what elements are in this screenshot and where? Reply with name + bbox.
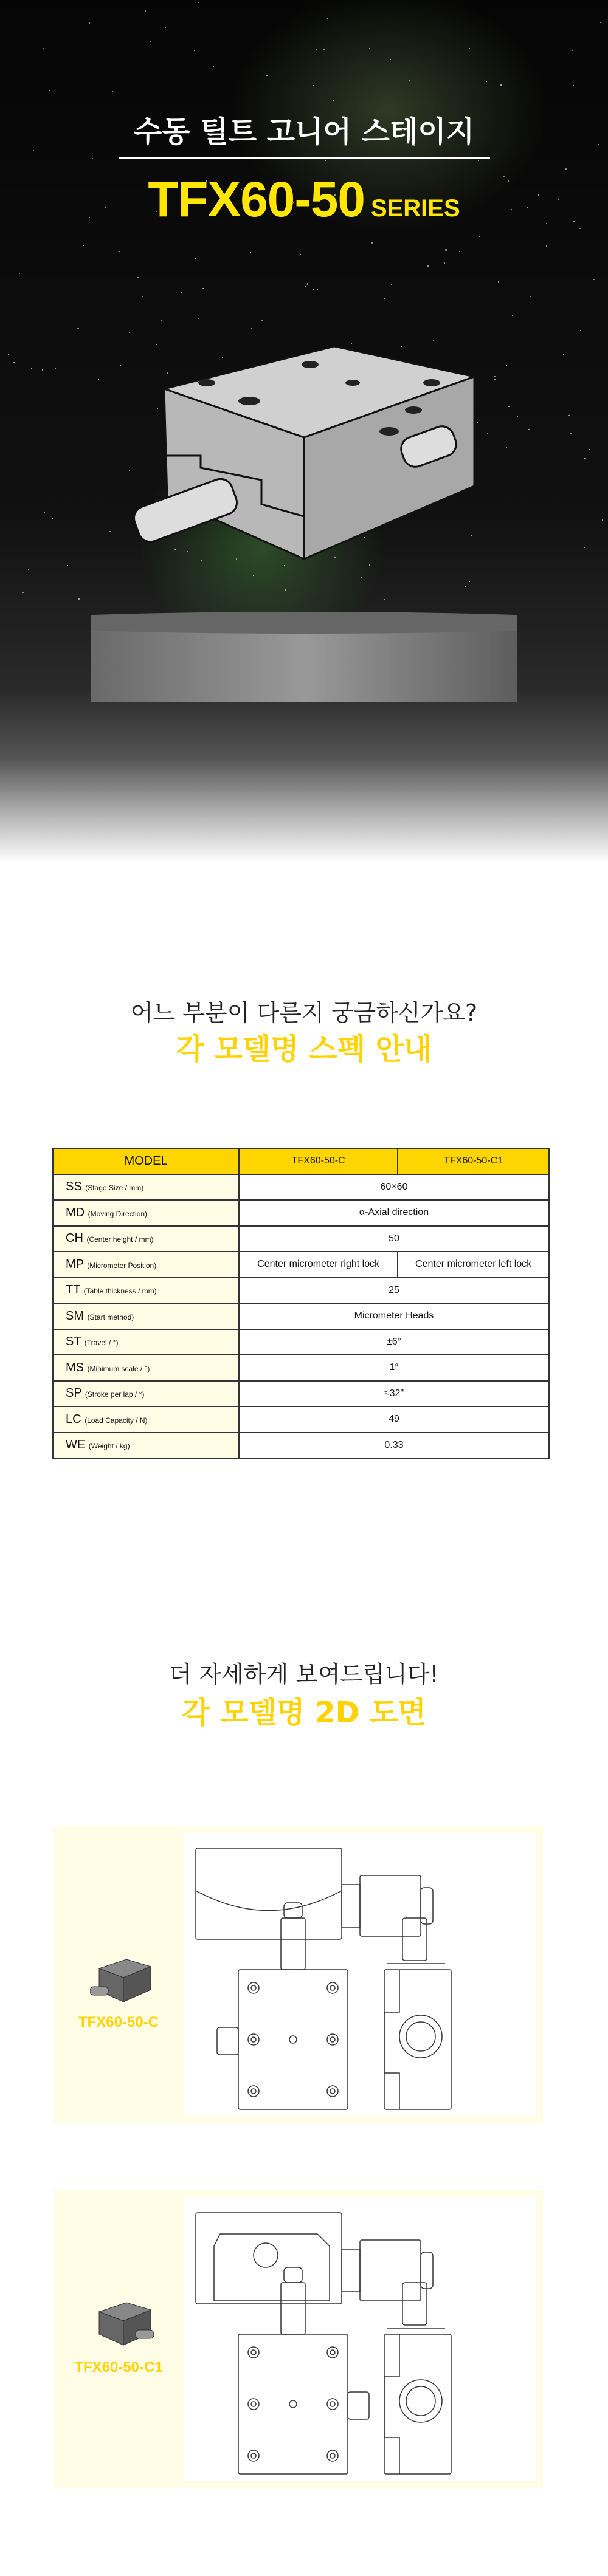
star <box>384 599 385 600</box>
row-value: α-Axial direction <box>239 1200 549 1226</box>
star <box>479 236 480 237</box>
row-value: ≈32" <box>239 1381 549 1407</box>
star <box>22 592 24 593</box>
star <box>444 262 445 264</box>
star <box>194 50 195 51</box>
star <box>31 368 32 369</box>
table-row <box>53 1200 549 1226</box>
star <box>198 2 199 3</box>
star <box>573 85 574 86</box>
row-label <box>53 1200 239 1226</box>
row-label <box>53 1252 239 1278</box>
table-row <box>53 1174 549 1201</box>
star <box>580 330 581 331</box>
star <box>565 168 567 170</box>
star <box>202 288 204 289</box>
table-row <box>53 1329 549 1355</box>
star <box>327 18 328 19</box>
star <box>498 281 499 283</box>
row-value: 49 <box>239 1406 549 1433</box>
star <box>506 365 508 366</box>
star <box>384 298 385 299</box>
hero-banner <box>0 0 608 863</box>
star <box>486 81 488 82</box>
table-row <box>53 1252 549 1278</box>
row-code: CH <box>66 1231 83 1245</box>
row-code: MP <box>66 1257 84 1271</box>
star <box>478 160 479 161</box>
row-desc: (Moving Direction) <box>88 1209 148 1218</box>
star <box>528 429 529 430</box>
star <box>446 32 447 33</box>
table-row <box>53 1226 549 1252</box>
star <box>570 433 572 434</box>
drawing-heading: 각 모델명 2D 도면 <box>182 1696 426 1730</box>
star <box>317 289 318 290</box>
row-code: MS <box>66 1360 84 1374</box>
hero-model <box>0 171 608 228</box>
star <box>584 458 585 459</box>
table-row <box>53 1381 549 1407</box>
star <box>445 249 446 250</box>
star <box>145 10 146 12</box>
spec-question: 어느 부분이 다른지 궁금하신가요? <box>130 999 478 1026</box>
row-code: LC <box>66 1412 81 1426</box>
product-thumbnail <box>90 1953 157 2008</box>
star <box>508 406 509 407</box>
row-label <box>53 1303 239 1329</box>
product-thumbnail <box>90 2297 157 2351</box>
star <box>459 251 460 252</box>
drawing-area <box>184 2197 536 2481</box>
row-code: ST <box>66 1335 81 1349</box>
star <box>8 354 9 355</box>
row-desc: (Start method) <box>87 1312 134 1321</box>
star <box>266 75 268 77</box>
star <box>563 354 564 355</box>
model-label: TFX60-50-C <box>78 2014 159 2030</box>
star <box>119 251 120 252</box>
star <box>602 519 603 521</box>
star <box>83 245 84 246</box>
hero-divider <box>119 157 490 159</box>
star <box>600 22 601 23</box>
row-value: 50 <box>239 1226 549 1252</box>
row-desc: (Load Capacity / N) <box>85 1416 148 1425</box>
hero-series: SERIES <box>370 195 460 222</box>
row-code: TT <box>66 1283 81 1297</box>
star <box>19 273 20 274</box>
star <box>250 252 251 253</box>
star <box>506 447 508 448</box>
star <box>371 242 373 244</box>
drawing-panel <box>54 2190 543 2488</box>
star <box>44 512 45 513</box>
row-code: SP <box>66 1386 82 1400</box>
drawing-area <box>184 1833 536 2116</box>
row-desc: (Center height / mm) <box>86 1235 154 1244</box>
star <box>369 48 370 49</box>
star <box>512 315 513 316</box>
header-c1: TFX60-50-C1 <box>398 1148 549 1174</box>
star <box>13 362 15 363</box>
star <box>77 328 78 329</box>
table-row <box>53 1355 549 1381</box>
star <box>313 289 314 290</box>
row-label <box>53 1433 239 1459</box>
star <box>55 368 56 369</box>
row-value-c: Center micrometer right lock <box>239 1252 398 1278</box>
star <box>568 415 570 416</box>
star <box>150 41 151 43</box>
star <box>195 258 196 259</box>
row-desc: (Stage Size / mm) <box>85 1184 144 1193</box>
row-value: 0.33 <box>239 1433 549 1459</box>
row-label <box>53 1278 239 1304</box>
star <box>500 84 502 86</box>
star <box>165 27 166 28</box>
star <box>42 369 43 370</box>
star <box>181 292 182 293</box>
star <box>313 85 314 86</box>
row-desc: (Travel / °) <box>84 1338 119 1348</box>
star <box>517 416 518 417</box>
technical-drawing <box>184 2197 536 2481</box>
row-code: SM <box>66 1309 84 1323</box>
star <box>316 49 317 50</box>
row-label <box>53 1329 239 1355</box>
star <box>409 80 410 81</box>
star <box>185 250 186 252</box>
spec-heading: 각 모델명 스펙 안내 <box>176 1032 432 1066</box>
star <box>78 598 80 600</box>
star <box>98 379 99 380</box>
star <box>213 66 214 67</box>
star <box>593 279 595 280</box>
drawing-question: 더 자세하게 보여드립니다! <box>169 1661 439 1688</box>
model-label: TFX60-50-C1 <box>74 2359 163 2376</box>
star <box>32 405 33 406</box>
star <box>323 49 325 50</box>
star <box>333 100 334 101</box>
row-desc: (Minimum scale / °) <box>87 1364 150 1373</box>
row-value: 25 <box>239 1278 549 1304</box>
header-c: TFX60-50-C <box>239 1148 398 1174</box>
star <box>391 284 392 285</box>
table-row <box>53 1278 549 1304</box>
star <box>52 518 53 519</box>
row-desc: (Weight / kg) <box>88 1442 130 1451</box>
star <box>519 286 520 287</box>
star <box>589 449 590 450</box>
star <box>137 277 139 278</box>
star <box>546 245 547 247</box>
star <box>112 91 113 92</box>
row-value: ±6° <box>239 1329 549 1355</box>
hero-title: 수동 틸트 고니어 스테이지 <box>133 115 475 149</box>
star <box>530 296 531 298</box>
row-value: Micrometer Heads <box>239 1303 549 1329</box>
star <box>81 354 83 355</box>
row-label <box>53 1381 239 1407</box>
star <box>142 296 143 297</box>
row-label <box>53 1226 239 1252</box>
star <box>584 547 585 548</box>
row-desc: (Stroke per lap / °) <box>85 1390 145 1399</box>
row-code: MD <box>66 1205 85 1219</box>
star <box>92 158 93 159</box>
star <box>49 90 50 91</box>
spec-table <box>52 1148 550 1459</box>
star <box>572 50 573 51</box>
star <box>89 22 90 24</box>
row-desc: (Table thickness / mm) <box>83 1287 157 1296</box>
table-row <box>53 1303 549 1329</box>
product-image <box>109 316 499 595</box>
row-code: SS <box>66 1180 82 1194</box>
technical-drawing <box>184 1833 536 2116</box>
row-code: WE <box>66 1438 86 1452</box>
podium <box>91 611 517 708</box>
star <box>18 87 19 89</box>
star <box>28 569 29 570</box>
drawing-panel <box>54 1826 543 2123</box>
table-row <box>53 1433 549 1459</box>
header-model: MODEL <box>53 1148 239 1174</box>
row-label <box>53 1355 239 1381</box>
row-value: 1° <box>239 1355 549 1381</box>
hero-model-name: TFX60-50 <box>148 172 365 227</box>
row-value-c1: Center micrometer left lock <box>398 1252 549 1278</box>
star <box>390 59 391 60</box>
star <box>427 265 429 267</box>
row-desc: (Micrometer Position) <box>87 1261 157 1270</box>
star <box>305 286 306 287</box>
star <box>307 283 308 284</box>
row-value: 60×60 <box>239 1174 549 1201</box>
row-label <box>53 1174 239 1201</box>
row-label <box>53 1406 239 1433</box>
table-row <box>53 1406 549 1433</box>
